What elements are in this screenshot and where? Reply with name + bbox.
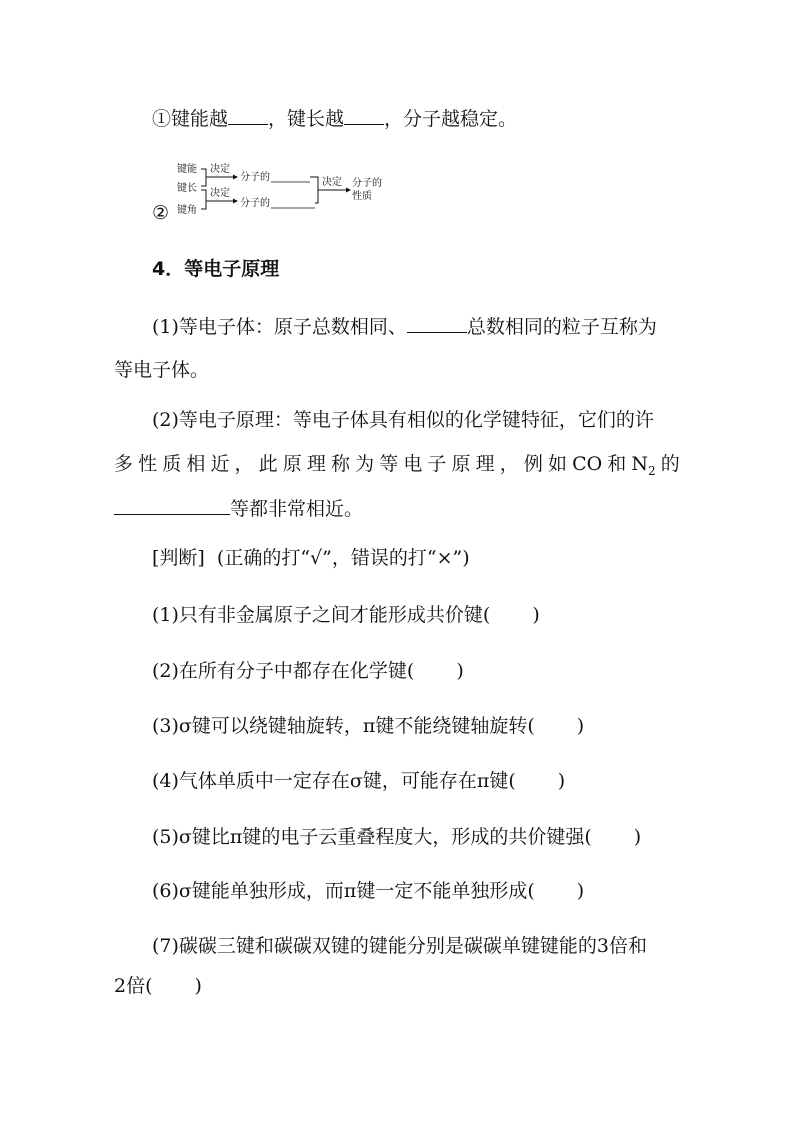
- label-bond-energy: 键能: [177, 164, 197, 175]
- judge-item-4: [152, 769, 565, 793]
- judge-instruction: (正确的打“√”，错误的打“×”): [216, 547, 470, 569]
- p2-line2-char: 相: [186, 453, 206, 475]
- paren-close: ): [456, 660, 464, 682]
- p2-line2-char: CO: [572, 453, 603, 475]
- item1-text-c: ，分子越稳定。: [384, 108, 518, 130]
- item1-line: [152, 106, 517, 131]
- p2-line2-end: 的: [660, 453, 680, 475]
- item2-marker: ②: [152, 202, 170, 224]
- blank-electron-count: [407, 314, 467, 333]
- paren-open: (: [584, 826, 592, 848]
- label-bond-angle: 键角: [177, 205, 197, 216]
- p2-line3-text: 等都非常相近。: [230, 498, 364, 520]
- judge-item-text: (1)只有非金属原子之间才能形成共价键: [152, 604, 483, 626]
- judge-item-text: (4)气体单质中一定存在σ键，可能存在π键: [152, 770, 509, 792]
- judge-header: [152, 546, 470, 570]
- paren-open: (: [482, 604, 491, 626]
- p2-line2-char: 如: [547, 453, 567, 475]
- item1-text-b: ，键长越: [268, 108, 345, 130]
- p2-line2-char: ，: [234, 453, 254, 475]
- p2-line2-char: 性: [138, 453, 158, 475]
- p2-line2-char: 和: [607, 453, 627, 475]
- judge-item-3: [152, 714, 584, 738]
- blank-properties: [114, 496, 230, 515]
- p2-line3: [114, 496, 363, 521]
- bracket-3: [310, 177, 318, 203]
- paren-close: ): [576, 880, 585, 902]
- p2-line2-char: 原: [282, 453, 302, 475]
- p1-line1: [152, 314, 657, 339]
- right-label-line1: 分子的: [352, 178, 382, 189]
- mid-label-1: 分子的: [240, 172, 270, 183]
- paren-close: ): [194, 975, 202, 997]
- judge-item-7-cont: 2倍: [114, 975, 146, 997]
- p2-line2-char: 为: [355, 453, 375, 475]
- paren-open: (: [406, 660, 415, 682]
- judge-title: [判断]: [152, 547, 205, 569]
- p2-line2-char: 子: [427, 453, 447, 475]
- paren-close: ): [557, 770, 566, 792]
- p2-line2-char: 电: [403, 453, 423, 475]
- arrow-3-decide: 决定: [322, 177, 342, 188]
- paren-close: ): [532, 604, 540, 626]
- formula-n2: [631, 452, 655, 483]
- arrow-1-head: [233, 175, 238, 180]
- bond-parameter-diagram: [150, 155, 400, 225]
- judge-item-text: (5)σ键比π键的电子云重叠程度大，形成的共价键强: [152, 826, 585, 848]
- judge-item-5: [152, 825, 641, 849]
- p2-line2-char: 称: [330, 453, 350, 475]
- paren-open: (: [508, 770, 516, 792]
- blank-bond-length: [344, 106, 384, 125]
- formula-n2-symbol: N: [631, 453, 649, 475]
- arrow-1-decide: 决定: [210, 164, 230, 175]
- mid-label-2: 分子的: [240, 198, 270, 209]
- item1-marker: ①: [152, 108, 172, 130]
- arrow-2-head: [233, 199, 238, 204]
- p2-line2-char: ，: [499, 453, 519, 475]
- judge-item-7: [152, 934, 647, 958]
- p2-line2-char: 理: [306, 453, 326, 475]
- p2-line2-char: 理: [475, 453, 495, 475]
- p1-text-b: 总数相同的粒子互称为: [466, 316, 657, 338]
- arrow-2-decide: 决定: [210, 188, 230, 199]
- p1-text-a: (1)等电子体：原子总数相同、: [152, 316, 407, 338]
- item1-text-a: 键能越: [171, 108, 229, 130]
- judge-item-6: [152, 879, 584, 903]
- p1-line2: 等电子体。: [114, 359, 210, 381]
- paren-close: ): [633, 826, 642, 848]
- blank-bond-energy: [228, 106, 268, 125]
- p2-line2-char: 此: [258, 453, 278, 475]
- right-label-line2: 性质: [352, 191, 372, 202]
- judge-item-text: (7)碳碳三键和碳碳双键的键能分别是碳碳单键键能的3倍和: [152, 935, 648, 957]
- p2-line2: [114, 452, 680, 483]
- bracket-1: [201, 169, 206, 186]
- bracket-2: [201, 190, 206, 209]
- p2-line2-char: 多: [114, 453, 134, 475]
- p2-line2-char: 原: [451, 453, 471, 475]
- formula-n2-subscript: 2: [648, 463, 656, 478]
- judge-item-text: (6)σ键能单独形成，而π键一定不能单独形成: [152, 880, 528, 902]
- paren-open: (: [527, 880, 535, 902]
- paren-close: ): [576, 715, 585, 737]
- judge-item-1: [152, 603, 540, 627]
- judge-item-text: (3)σ键可以绕键轴旋转，π键不能绕键轴旋转: [152, 715, 528, 737]
- judge-item-text: (2)在所有分子中都存在化学键: [152, 660, 407, 682]
- section4-heading: 4．等电子原理: [152, 258, 280, 280]
- paren-open: (: [527, 715, 535, 737]
- judge-item-2: [152, 659, 464, 683]
- p2-line2-char: 等: [379, 453, 399, 475]
- p2-line1: (2)等电子原理：等电子体具有相似的化学键特征，它们的许: [152, 409, 654, 431]
- p2-line2-char: 质: [162, 453, 182, 475]
- p2-line2-char: 例: [523, 453, 543, 475]
- arrow-3-head: [346, 188, 351, 193]
- p2-line2-char: 近: [210, 453, 230, 475]
- judge-item-7-line2: [114, 974, 202, 998]
- label-bond-length: 键长: [177, 183, 197, 194]
- paren-open: (: [145, 975, 153, 997]
